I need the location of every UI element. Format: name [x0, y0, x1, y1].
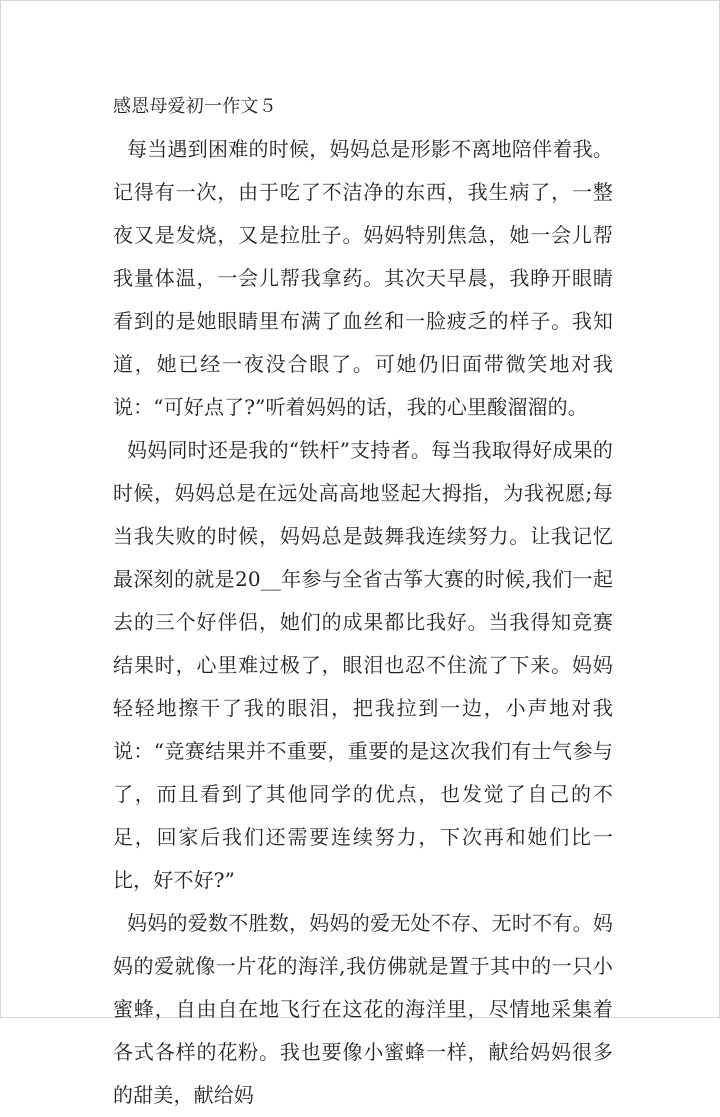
- paragraph-2: 妈妈同时还是我的“铁杆”支持者。每当我取得好成果的时候，妈妈总是在远处高高地竖起大拇指，为我祝愿;每当我失败的时候，妈妈总是鼓舞我连续努力。让我记忆最深刻的就是20__年参与全省古筝大赛的时候,我们一起去的三个好伴侣，她们的成果都比我好。当我得知竞赛结果时，心里难过极了，眼泪也忍不住流了下来。妈妈轻轻地擦干了我的眼泪，把我拉到一边，小声地对我说：“竞赛结果并不重要，重要的是这次我们有士气参与了，而且看到了其他同学的优点，也发觉了自己的不足，回家后我们还需要连续努力，下次再和她们比一比，好不好?”: [113, 438, 613, 892]
- document-title: 感恩母爱初一作文５: [113, 96, 277, 117]
- document-content: [113, 85, 613, 1117]
- paragraph-3: 妈妈的爱数不胜数，妈妈的爱无处不存、无时不有。妈妈的爱就像一片花的海洋,我仿佛就是置于其中的一只小蜜蜂，自由自在地飞行在这花的海洋里，尽情地采集着各式各样的花粉。我也要像小蜜蜂一样，献给妈妈很多的甜美，献给妈: [113, 911, 613, 1107]
- paragraph-1: 每当遇到困难的时候，妈妈总是形影不离地陪伴着我。记得有一次，由于吃了不洁净的东西，我生病了，一整夜又是发烧，又是拉肚子。妈妈特别焦急，她一会儿帮我量体温，一会儿帮我拿药。其次天早晨，我睁开眼睛看到的是她眼睛里布满了血丝和一脸疲乏的样子。我知道，她已经一夜没合眼了。可她仍旧面带微笑地对我说：“可好点了?”听着妈妈的话，我的心里酸溜溜的。: [113, 137, 613, 419]
